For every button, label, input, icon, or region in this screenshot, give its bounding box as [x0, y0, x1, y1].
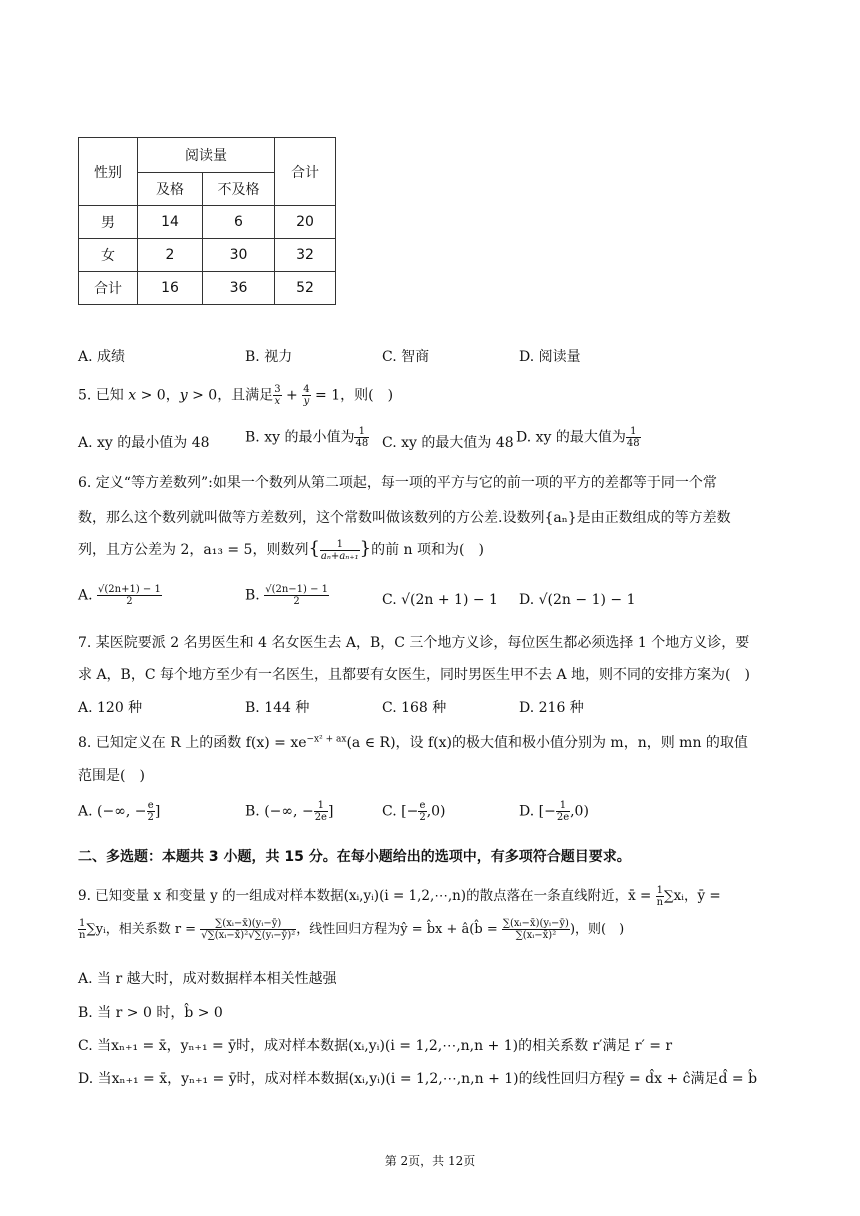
table-row: 女 2 30 32: [79, 239, 336, 272]
q4-option-d: D. 阅读量: [519, 349, 581, 365]
q4-option-b: B. 视力: [245, 349, 293, 365]
q8-line1: 8. 已知定义在 R 上的函数 $f(x) = xe^{-x^2 + ax}(a$ ∈ R)，设 f(x)的极大值和极小值分别为 m，n，则 mn 的取值: [78, 734, 748, 751]
page-footer: 第 2页，共 12页: [384, 1154, 476, 1168]
q8-option-b: B. (−∞, − $\frac{1}{2e}$ ]: [245, 800, 334, 823]
header-pass: 及格: [138, 173, 203, 206]
q6-line3: 列，且方公差为 2，a₁₃ = 5，则数列{ $\frac{1}{\text{aₙ+aₙ₊₁}}$ }的前 n 项和为( ): [78, 538, 484, 562]
q6-line2: 数，那么这个数列就叫做等方差数列，这个常数叫做该数列的方公差.设数列{aₙ}是由正数组成的等方差数: [78, 510, 731, 526]
q5-option-d: D. xy 的最大值为 $\frac{1}{48}$: [516, 426, 640, 449]
q5-option-b: B. xy 的最小值为 $\frac{1}{48}$: [245, 426, 369, 449]
header-reading: 阅读量: [138, 138, 275, 173]
q6-option-b: B. $\frac{√(2n-1) - 1}{2}$: [245, 584, 329, 607]
q7-option-c: C. 168 种: [382, 700, 447, 716]
q5-option-a: A. xy 的最小值为 48: [78, 435, 210, 451]
q9-line1: 9. 已知变量 x 和变量 y 的一组成对样本数据(xᵢ,yᵢ)(i = 1,2,⋯,n)的散点落在一条直线附近，x̄ = $\frac{1}{n}$ ∑xᵢ，ȳ =: [78, 885, 721, 908]
q5-stem: 5. 已知 x > 0，y > 0，且满足 $\frac{3}{x}$ + $\frac{4}{y}$ = 1，则( ): [78, 384, 394, 407]
q6-option-c: C. √(2n + 1) − 1: [382, 592, 498, 608]
q7-option-d: D. 216 种: [519, 700, 584, 716]
header-fail: 不及格: [203, 173, 275, 206]
q4-option-a: A. 成绩: [78, 349, 126, 365]
q9-option-b: B. 当 r > 0 时，b̂ > 0: [78, 1005, 223, 1021]
q9-line2: $\frac{1}{n}$ ∑yᵢ，相关系数 r = $\frac{\text{∑(xᵢ−x̄)(yᵢ−ȳ)}}{\text{√∑(xᵢ−x̄)²√∑(yᵢ−ȳ)²}}$ ，线性回归方程为ŷ = b̂x + â(b̂ = $\frac{\text{∑(xᵢ−x̄)(yᵢ−ȳ)}}{\text{∑(xᵢ−x̄)²}}$ )，则( ): [79, 918, 625, 941]
q8-option-a: A. (−∞, − $\frac{e}{2}$ ]: [78, 800, 161, 823]
q9-option-d: D. 当xₙ₊₁ = x̄，yₙ₊₁ = ȳ时，成对样本数据(xᵢ,yᵢ)(i = 1,2,⋯,n,n + 1)的线性回归方程ỹ = d̂x + ĉ满足d̂ = b̂: [78, 1071, 758, 1087]
table-row: 合计 16 36 52: [79, 272, 336, 305]
header-total: 合计: [275, 138, 336, 206]
q8-line2: 范围是( ): [78, 768, 145, 784]
q4-option-c: C. 智商: [382, 349, 430, 365]
q9-option-c: C. 当xₙ₊₁ = x̄，yₙ₊₁ = ȳ时，成对样本数据(xᵢ,yᵢ)(i = 1,2,⋯,n,n + 1)的相关系数 r′满足 r′ = r: [78, 1038, 673, 1054]
contingency-table: [78, 137, 336, 305]
table-row: 男 14 6 20: [79, 206, 336, 239]
section-heading: 二、多选题：本题共 3 小题，共 15 分。在每小题给出的选项中，有多项符合题目要求。: [78, 849, 631, 865]
q7-option-a: A. 120 种: [78, 700, 143, 716]
q5-option-c: C. xy 的最大值为 48: [382, 435, 514, 451]
q9-option-a: A. 当 r 越大时，成对数据样本相关性越强: [78, 971, 337, 987]
q6-line1: 6. 定义“等方差数列”:如果一个数列从第二项起，每一项的平方与它的前一项的平方的差都等于同一个常: [78, 475, 717, 491]
q6-option-d: D. √(2n − 1) − 1: [519, 592, 636, 608]
q7-line1: 7. 某医院要派 2 名男医生和 4 名女医生去 A，B，C 三个地方义诊，每位医生都必须选择 1 个地方义诊，要: [78, 635, 750, 651]
q7-option-b: B. 144 种: [245, 700, 310, 716]
q6-option-a: A. $\frac{√(2n+1) - 1}{2}$: [78, 584, 161, 607]
q8-option-c: C. [− $\frac{e}{2}$ ,0): [382, 800, 446, 823]
q8-option-d: D. [− $\frac{1}{2e}$ ,0): [519, 800, 589, 823]
q7-line2: 求 A，B，C 每个地方至少有一名医生，且都要有女医生，同时男医生甲不去 A 地，则不同的安排方案为( ): [78, 667, 750, 683]
header-gender: 性别: [79, 138, 138, 206]
